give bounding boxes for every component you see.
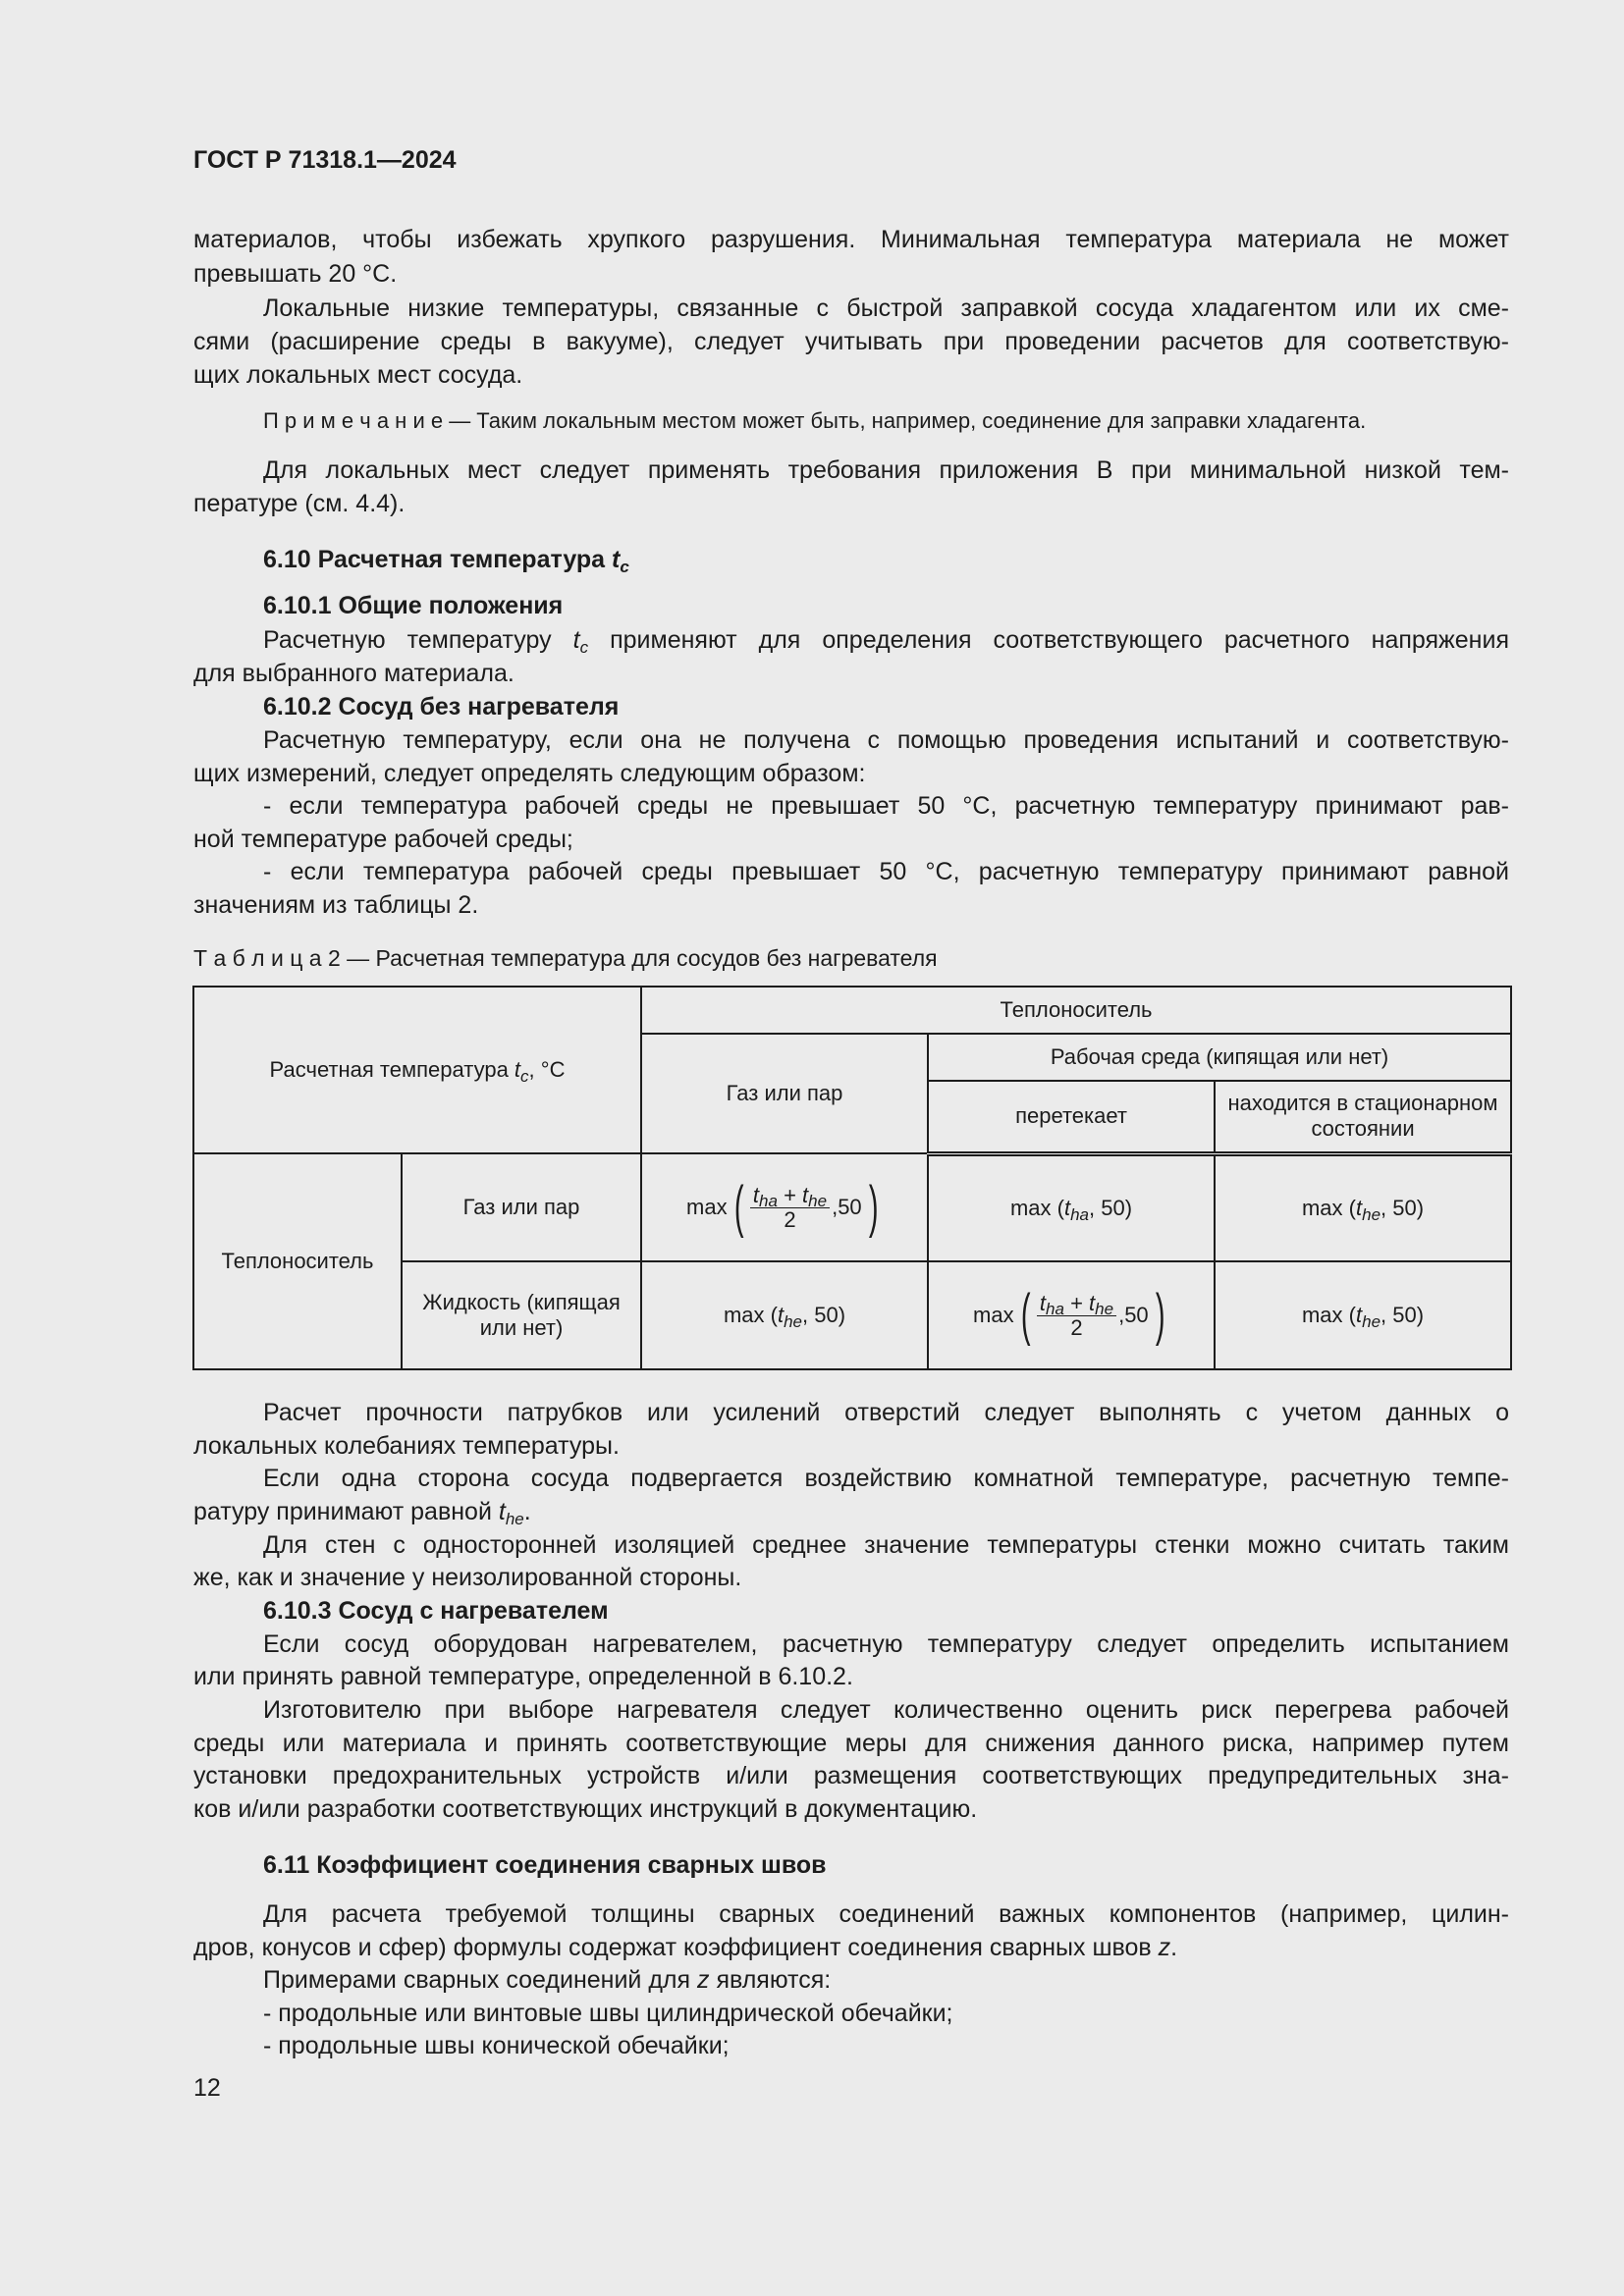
- text-line: Для локальных мест следует применять требования приложения В при минимальной низкой тем-: [263, 456, 1509, 484]
- max-label: max: [973, 1303, 1014, 1327]
- text-fragment: применяют для определения соответствующего расчетного напряжения: [588, 626, 1509, 654]
- text-line: Изготовителю при выборе нагревателя следует количественно оценить риск перегрева рабочей: [263, 1696, 1509, 1724]
- left-paren: (: [733, 1175, 744, 1239]
- text-line: или принять равной температуре, определенной в 6.10.2.: [193, 1663, 853, 1690]
- symbol-subscript: c: [620, 558, 629, 576]
- symbol: z: [1158, 1934, 1171, 1961]
- list-item: - продольные или винтовые швы цилиндрической обечайки;: [263, 2000, 953, 2027]
- text-line: среды или материала и принять соответствующие меры для снижения данного риска, например путем: [193, 1730, 1509, 1757]
- symbol: t: [572, 626, 580, 654]
- left-paren: (: [1020, 1283, 1031, 1347]
- text-line: Локальные низкие температуры, связанные с быстрой заправкой сосуда хладагентом или их сме-: [263, 294, 1509, 322]
- text-line: щих измерений, следует определять следующим образом:: [193, 760, 866, 787]
- text-line: локальных колебаниях температуры.: [193, 1432, 620, 1460]
- max-fraction-formula: [686, 1175, 883, 1239]
- max-label: max: [686, 1195, 728, 1219]
- formula-cell: $\max (t_{he}$, 50): [1215, 1153, 1511, 1261]
- max-fraction-formula: [973, 1283, 1169, 1347]
- section-heading-6-10-2: 6.10.2 Сосуд без нагревателя: [263, 693, 620, 721]
- fraction-numerator: $t_{ha} + t_{he}$: [1037, 1292, 1116, 1316]
- right-paren: ): [868, 1175, 879, 1239]
- formula-cell: $\max (t_{he}$, 50): [1215, 1261, 1511, 1369]
- text-line: щих локальных мест сосуда.: [193, 361, 523, 389]
- note-text: П р и м е ч а н и е — Таким локальным местом может быть, например, соединение для заправки хладагента.: [263, 408, 1367, 433]
- text-line: же, как и значение у неизолированной стороны.: [193, 1564, 742, 1591]
- header-heat-carrier: Теплоноситель: [641, 987, 1511, 1034]
- symbol: z: [697, 1966, 710, 1994]
- formula-cell: [928, 1261, 1215, 1369]
- text-fragment: .: [1170, 1934, 1178, 1961]
- formula-suffix: ,50: [1118, 1303, 1149, 1327]
- section-heading-6-10-3: 6.10.3 Сосуд с нагревателем: [263, 1597, 609, 1625]
- text-fragment: , °С: [528, 1057, 566, 1082]
- heading-text: 6.10 Расчетная температура: [263, 546, 613, 573]
- text-line: [263, 625, 1509, 655]
- header-working-medium: Рабочая среда (кипящая или нет): [928, 1034, 1511, 1081]
- text-fragment: являются:: [709, 1966, 832, 1994]
- text-line: - если температура рабочей среды превышает 50 °С, расчетную температуру принимают равной: [263, 858, 1509, 885]
- text-line: превышать 20 °С.: [193, 260, 398, 288]
- formula-cell: $\max (t_{he}$, 50): [641, 1261, 928, 1369]
- text-fragment: Расчетная температура: [269, 1057, 514, 1082]
- section-heading-6-10-1: 6.10.1 Общие положения: [263, 592, 564, 619]
- text-line: пературе (см. 4.4).: [193, 490, 406, 517]
- symbol: t: [498, 1498, 506, 1525]
- row-group-heat-carrier: Теплоноситель: [193, 1153, 402, 1369]
- text-line: Расчет прочности патрубков или усилений отверстий следует выполнять с учетом данных о: [263, 1399, 1509, 1426]
- text-line: [193, 1933, 1509, 1962]
- text-line: ков и/или разработки соответствующих инструкций в документацию.: [193, 1795, 978, 1823]
- symbol: t: [612, 546, 621, 573]
- text-line: Для расчета требуемой толщины сварных соединений важных компонентов (например, цилин-: [263, 1900, 1509, 1928]
- row-label-gas: Газ или пар: [402, 1153, 641, 1261]
- row-label-liquid: Жидкость (кипящая или нет): [402, 1261, 641, 1369]
- header-gas-or-steam: Газ или пар: [641, 1034, 928, 1153]
- table-corner-header: [193, 987, 641, 1153]
- text-line: для выбранного материала.: [193, 660, 514, 687]
- text-line: Если сосуд оборудован нагревателем, расчетную температуру следует определить испытанием: [263, 1630, 1509, 1658]
- text-line: сями (расширение среды в вакууме), следует учитывать при проведении расчетов для соответствую-: [193, 328, 1509, 355]
- list-item: - продольные швы конической обечайки;: [263, 2032, 730, 2059]
- text-fragment: Примерами сварных соединений для: [263, 1966, 698, 1994]
- table-caption: Т а б л и ц а 2 — Расчетная температура для сосудов без нагревателя: [193, 945, 938, 971]
- text-line: ной температуре рабочей среды;: [193, 826, 573, 853]
- symbol-subscript: c: [520, 1067, 529, 1086]
- symbol-subscript: he: [505, 1510, 524, 1528]
- fraction-denominator: 2: [1070, 1314, 1083, 1340]
- text-line: Если одна сторона сосуда подвергается воздействию комнатной температуре, расчетную темпе-: [263, 1465, 1509, 1492]
- text-line: Расчетную температуру, если она не получена с помощью проведения испытаний и соответствую-: [263, 726, 1509, 754]
- header-flowing: перетекает: [928, 1081, 1215, 1153]
- text-fragment: .: [523, 1498, 531, 1525]
- page-number: 12: [193, 2074, 221, 2102]
- right-paren: ): [1155, 1283, 1165, 1347]
- text-line: - если температура рабочей среды не превышает 50 °С, расчетную температуру принимают рав-: [263, 792, 1509, 820]
- formula-cell: [641, 1153, 928, 1261]
- fraction-denominator: 2: [784, 1206, 796, 1232]
- text-line: [263, 1965, 1509, 1995]
- text-fragment: Расчетную температуру: [263, 626, 573, 654]
- section-heading-6-10: [263, 545, 1509, 574]
- formula-suffix: ,50: [832, 1195, 862, 1219]
- symbol-subscript: c: [579, 638, 589, 657]
- fraction-numerator: $t_{ha} + t_{he}$: [750, 1184, 830, 1208]
- symbol: t: [514, 1057, 521, 1082]
- text-line: установки предохранительных устройств и/или размещения соответствующих предупредительных зна-: [193, 1762, 1509, 1789]
- design-temperature-table: [192, 986, 1512, 1370]
- header-stationary: находится в стационарном состоянии: [1215, 1081, 1511, 1153]
- fraction: [750, 1184, 830, 1232]
- text-fragment: ратуру принимают равной: [193, 1498, 499, 1525]
- section-heading-6-11: 6.11 Коэффициент соединения сварных швов: [263, 1851, 827, 1879]
- text-fragment: дров, конусов и сфер) формулы содержат коэффициент соединения сварных швов: [193, 1934, 1159, 1961]
- fraction: [1037, 1292, 1116, 1340]
- formula-cell: $\max (t_{ha}$, 50): [928, 1153, 1215, 1261]
- document-header: ГОСТ Р 71318.1—2024: [193, 146, 457, 174]
- text-line: материалов, чтобы избежать хрупкого разрушения. Минимальная температура материала не может: [193, 226, 1509, 253]
- text-line: [193, 1497, 1509, 1526]
- text-line: Для стен с односторонней изоляцией среднее значение температуры стенки можно считать таким: [263, 1531, 1509, 1559]
- text-line: значениям из таблицы 2.: [193, 891, 479, 919]
